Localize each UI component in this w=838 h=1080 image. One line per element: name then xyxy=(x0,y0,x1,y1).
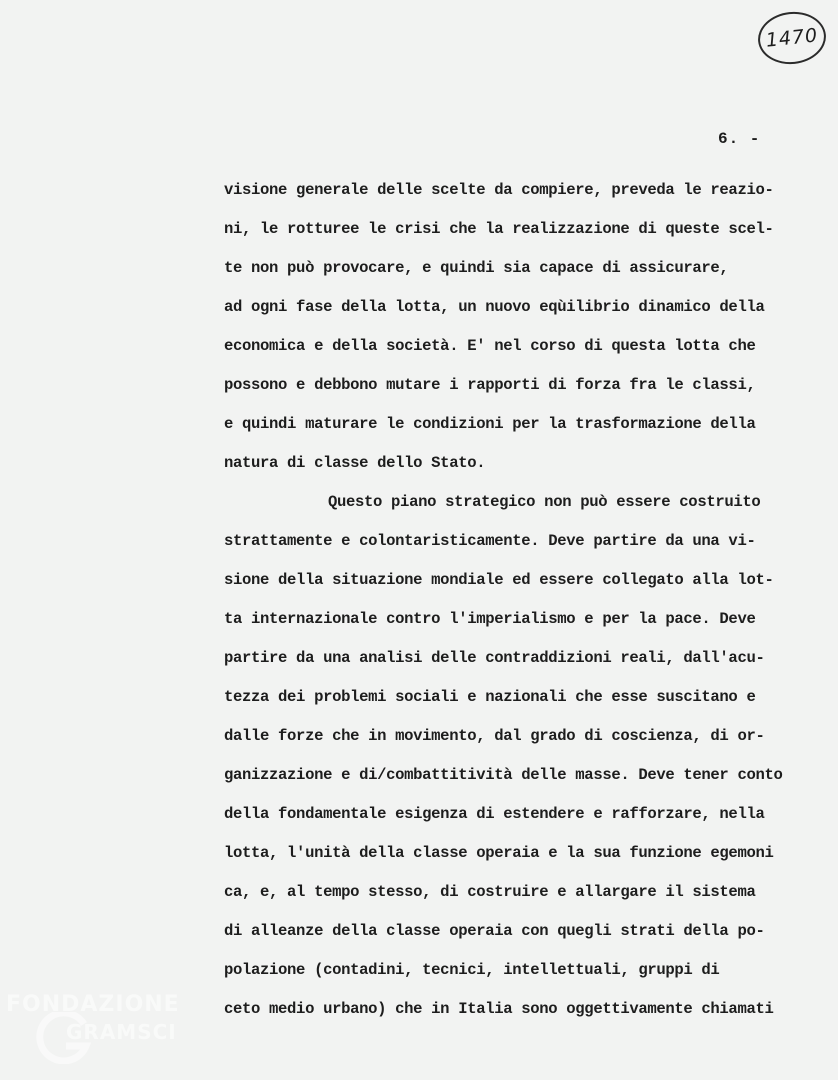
text-line: tezza dei problemi sociali e nazionali che esse suscitano e xyxy=(224,688,756,706)
text-line: ganizzazione e di/combattitività delle masse. Deve tener conto xyxy=(224,766,783,784)
handwritten-page-number-text: 1470 xyxy=(764,24,820,52)
text-line: visione generale delle scelte da compiere, preveda le reazio- xyxy=(224,181,774,199)
text-line: ad ogni fase della lotta, un nuovo eqùilibrio dinamico della xyxy=(224,298,765,316)
text-line: polazione (contadini, tecnici, intellettuali, gruppi di xyxy=(224,961,720,979)
text-line: possono e debbono mutare i rapporti di forza fra le classi, xyxy=(224,376,756,394)
text-line: te non può provocare, e quindi sia capace di assicurare, xyxy=(224,259,729,277)
text-line: e quindi maturare le condizioni per la trasformazione della xyxy=(224,415,756,433)
text-line: sione della situazione mondiale ed essere collegato alla lot- xyxy=(224,571,774,589)
text-line: dalle forze che in movimento, dal grado di coscienza, di or- xyxy=(224,727,765,745)
text-line: partire da una analisi delle contraddizioni reali, dall'acu- xyxy=(224,649,765,667)
fondazione-gramsci-watermark xyxy=(6,988,206,1068)
handwritten-page-number xyxy=(755,9,828,68)
text-line: ta internazionale contro l'imperialismo e per la pace. Deve xyxy=(224,610,756,628)
text-line: strattamente e colontaristicamente. Deve partire da una vi- xyxy=(224,532,756,550)
text-line: di alleanze della classe operaia con quegli strati della po- xyxy=(224,922,765,940)
text-line: della fondamentale esigenza di estendere e rafforzare, nella xyxy=(224,805,765,823)
text-line: lotta, l'unità della classe operaia e la sua funzione egemoni xyxy=(224,844,774,862)
typed-text-block xyxy=(224,171,836,1029)
text-line: economica e della società. E' nel corso di questa lotta che xyxy=(224,337,756,355)
watermark-line1: FONDAZIONE xyxy=(6,992,180,1017)
text-line: Questo piano strategico non può essere costruito xyxy=(328,493,761,511)
typed-page-number: 6. - xyxy=(718,130,761,148)
watermark-line2: GRAMSCI xyxy=(66,1020,177,1044)
text-line: ca, e, al tempo stesso, di costruire e allargare il sistema xyxy=(224,883,756,901)
text-line: natura di classe dello Stato. xyxy=(224,454,486,472)
text-line: ceto medio urbano) che in Italia sono oggettivamente chiamati xyxy=(224,1000,774,1018)
text-line: ni, le rotturee le crisi che la realizzazione di queste scel- xyxy=(224,220,774,238)
